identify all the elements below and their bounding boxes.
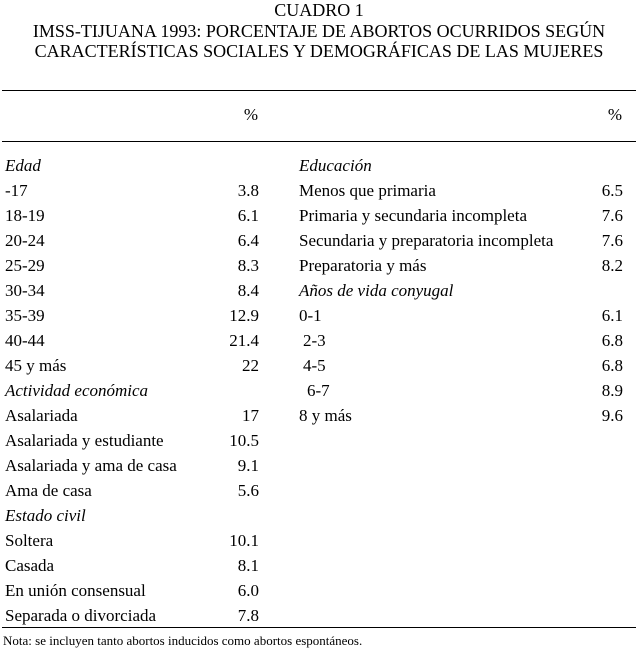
row-label: En unión consensual [5,581,146,600]
row-value: 8.1 [237,556,259,575]
row-label: -17 [5,181,28,200]
row-label: Casada [5,556,55,575]
row-value: 6.1 [601,306,623,325]
right-column [299,153,623,428]
row-value: 8.4 [237,281,259,300]
row-label: Primaria y secundaria incompleta [299,206,527,225]
table-row [299,403,623,428]
row-label: Separada o divorciada [5,606,157,625]
row-value: 8.9 [601,381,623,400]
row-label: 45 y más [5,356,67,375]
table-row [5,428,259,453]
row-value: 6.5 [601,181,623,200]
row-label: 40-44 [5,331,45,350]
table-row [5,553,259,578]
row-label: Secundaria y preparatoria incompleta [299,231,554,250]
row-label: 2-3 [303,331,326,350]
table-row [5,303,259,328]
row-value: 6.4 [237,231,259,250]
row-value: 22 [242,356,259,375]
row-label: Preparatoria y más [299,256,427,275]
table-title-line-2: CARACTERÍSTICAS SOCIALES Y DEMOGRÁFICAS DE LAS MUJERES [34,41,604,61]
category-heading [5,153,259,178]
table-row [5,603,259,628]
row-value: 9.6 [601,406,623,425]
row-value: 17 [242,406,259,425]
table-row [5,353,259,378]
row-label: 30-34 [5,281,45,300]
table-row [299,353,623,378]
table-row [5,253,259,278]
top-rule [2,90,636,91]
row-label: 8 y más [299,406,352,425]
table-row [299,378,623,403]
table-row [299,303,623,328]
row-label: 0-1 [299,306,322,325]
row-value: 9.1 [237,456,259,475]
row-label: 35-39 [5,306,45,325]
category-label: Años de vida conyugal [299,281,454,300]
row-label: 25-29 [5,256,45,275]
table-row [299,228,623,253]
row-value: 7.6 [601,206,623,225]
table-row [299,203,623,228]
table-row [5,478,259,503]
table-row [5,528,259,553]
table-row [5,278,259,303]
table-note: Nota: se incluyen tanto abortos inducidos como abortos espontáneos. [3,633,363,648]
row-value: 12.9 [229,306,259,325]
row-value: 7.6 [601,231,623,250]
row-value: 8.3 [237,256,259,275]
row-value: 10.1 [229,531,259,550]
category-heading [5,378,259,403]
percent-header-left: % [243,105,258,124]
row-label: Menos que primaria [299,181,436,200]
table-row [5,453,259,478]
table-row [299,253,623,278]
row-value: 21.4 [229,331,259,350]
row-label: 20-24 [5,231,45,250]
row-label: Asalariada y ama de casa [5,456,177,475]
table-row [5,578,259,603]
row-value: 6.1 [237,206,259,225]
category-label: Edad [5,156,41,175]
header-rule [2,141,636,142]
row-value: 6.8 [601,331,623,350]
category-heading [299,153,623,178]
table-row [5,203,259,228]
category-label: Educación [299,156,372,175]
category-label: Actividad económica [5,381,149,400]
category-heading [5,503,259,528]
row-label: Soltera [5,531,54,550]
row-value: 8.2 [601,256,623,275]
table-row [5,228,259,253]
category-heading [299,278,623,303]
table-title-line-1: IMSS-TIJUANA 1993: PORCENTAJE DE ABORTOS OCURRIDOS SEGÚN [32,21,606,41]
percent-header-right: % [607,105,622,124]
category-label: Estado civil [5,506,86,525]
row-label: Asalariada y estudiante [5,431,164,450]
bottom-rule [2,627,636,628]
row-value: 5.6 [237,481,259,500]
row-label: Ama de casa [5,481,92,500]
row-value: 10.5 [229,431,259,450]
table-row [299,328,623,353]
table-row [5,403,259,428]
left-column [5,153,259,628]
table-row [5,328,259,353]
table-row [299,178,623,203]
row-value: 3.8 [237,181,259,200]
row-label: Asalariada [5,406,78,425]
row-value: 6.0 [237,581,259,600]
table-row [5,178,259,203]
row-value: 7.8 [237,606,259,625]
table-number: CUADRO 1 [274,0,364,20]
row-value: 6.8 [601,356,623,375]
row-label: 4-5 [303,356,326,375]
row-label: 18-19 [5,206,45,225]
row-label: 6-7 [307,381,330,400]
